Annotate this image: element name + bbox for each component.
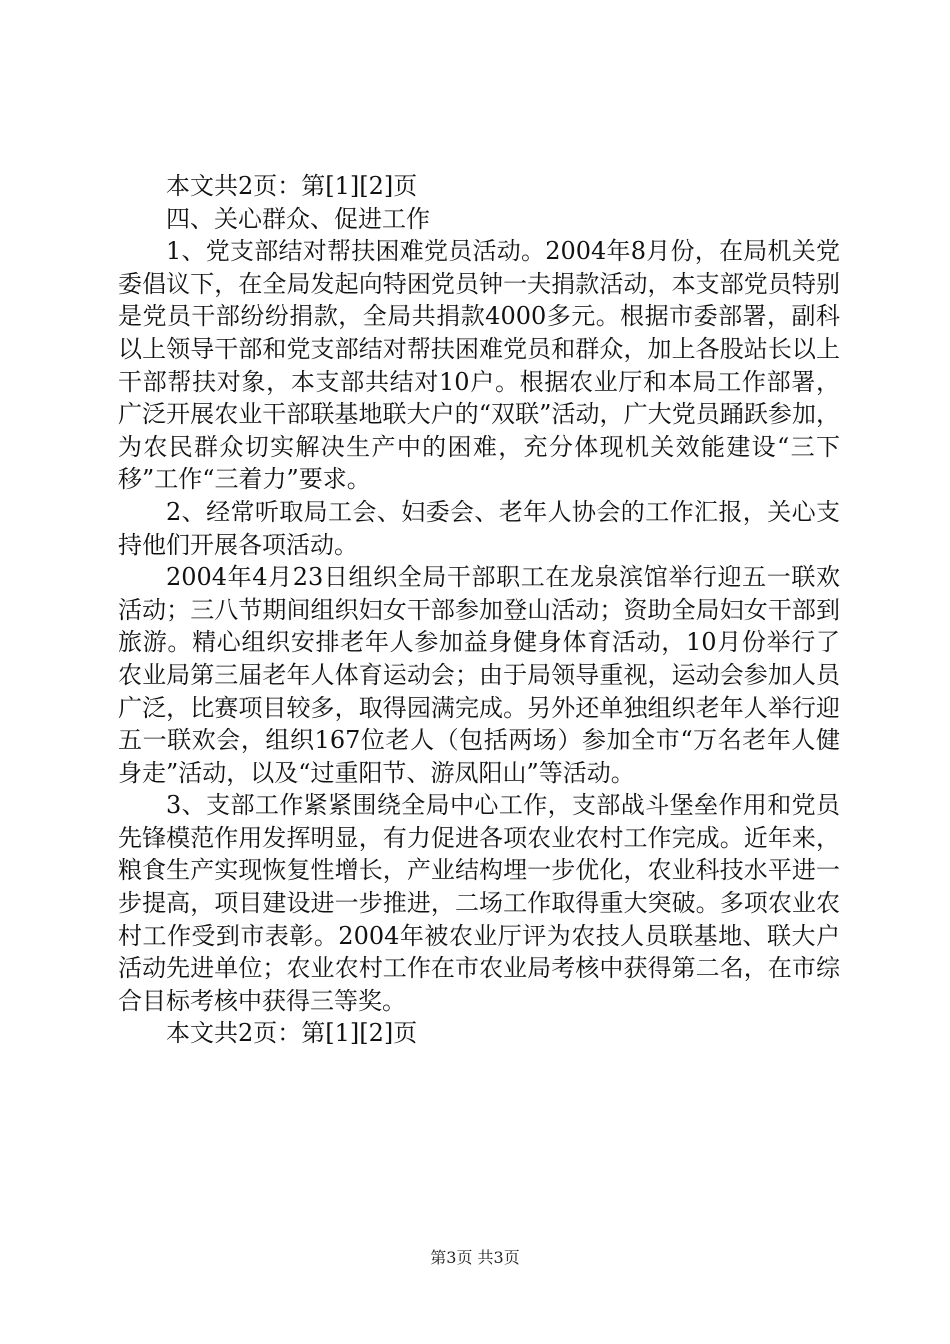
section-heading: 四、关心群众、促进工作: [166, 204, 430, 233]
paragraph-item-1: 1、党支部结对帮扶困难党员活动。2004年8月份，在局机关党委倡议下，在全局发起向特困党员钟一夫捐款活动，本支部党员特别是党员干部纷纷捐款，全局共捐款4000多元。根据市委部署，副科以上领导干部和党支部结对帮扶困难党员和群众，加上各股站长以上干部帮扶对象，本支部共结对10户。根据农业厅和本局工作部署，广泛开展农业干部联基地联大户的“双联”活动，广大党员踊跃参加，为农民群众切实解决生产中的困难，充分体现机关效能建设“三下移”工作“三着力”要求。: [118, 237, 840, 494]
paragraph-item-3: 3、支部工作紧紧围绕全局中心工作，支部战斗堡垒作用和党员先锋模范作用发挥明显，有力促进各项农业农村工作完成。近年来，粮食生产实现恢复性增长，产业结构埋一步优化，农业科技水平进一步提高，项目建设进一步推进，二场工作取得重大突破。多项农业农村工作受到市表彰。2004年被农业厅评为农技人员联基地、联大户活动先进单位；农业农村工作在市农业局考核中获得第二名，在市综合目标考核中获得三等奖。: [118, 791, 840, 1015]
page-nav-bottom[interactable]: 本文共2页：第[1][2]页: [166, 1019, 418, 1048]
paragraph-item-2: 2、经常听取局工会、妇委会、老年人协会的工作汇报，关心支持他们开展各项活动。: [118, 497, 840, 559]
paragraph-activities: 2004年4月23日组织全局干部职工在龙泉滨馆举行迎五一联欢活动；三八节期间组织妇女干部参加登山活动；资助全局妇女干部到旅游。精心组织安排老年人参加益身健身体育活动，10月份举行了农业局第三届老年人体育运动会；由于局领导重视，运动会参加人员广泛，比赛项目较多，取得园满完成。另外还单独组织老年人举行迎五一联欢会，组织167位老人（包括两场）参加全市“万名老年人健身走”活动，以及“过重阳节、游凤阳山”等活动。: [118, 563, 840, 787]
document-body: [118, 170, 840, 1050]
page-nav-top[interactable]: 本文共2页：第[1][2]页: [166, 172, 418, 200]
page-footer: 第3页 共3页: [430, 1248, 520, 1267]
